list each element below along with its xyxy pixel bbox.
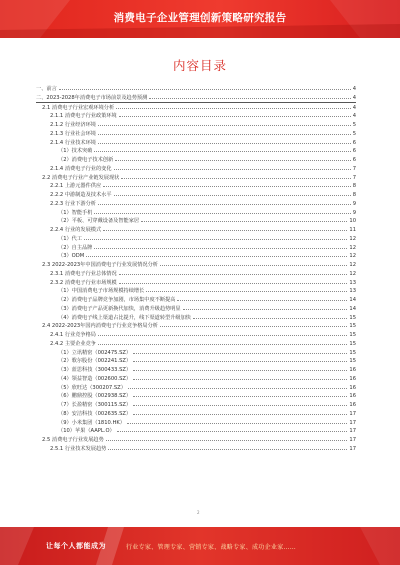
toc-entry-page: 15 [349, 332, 356, 338]
toc-entry-page: 10 [349, 218, 356, 225]
toc-leader-dots [149, 93, 350, 99]
toc-entry-page: 17 [349, 419, 356, 426]
toc-entry-title: （4）消费电子线上渠道占比提升，线下渠道转型升级加快 [58, 314, 191, 321]
toc-entry-title: （2）歌尔股份（002241.SZ） [58, 358, 132, 365]
toc-entry-page: 11 [349, 227, 356, 233]
toc-entry-page: 14 [349, 297, 356, 303]
toc-leader-dots [133, 356, 347, 362]
toc-leader-dots [98, 339, 347, 345]
toc-entry-page: 4 [352, 113, 356, 120]
toc-entry-title: （1）技术突破 [58, 148, 93, 155]
toc-leader-dots [119, 111, 351, 117]
toc-entry-title: （3）蓝思科技（300433.SZ） [58, 367, 132, 373]
toc-entry[interactable] [36, 208, 356, 217]
toc-entry[interactable] [36, 260, 356, 269]
toc-entry[interactable] [36, 339, 356, 348]
toc-entry[interactable] [36, 216, 356, 225]
toc-entry-title: （2）平板、可穿戴设备及智能家居 [58, 218, 140, 225]
toc-leader-dots [121, 173, 350, 179]
toc-leader-dots [127, 418, 347, 424]
toc-entry[interactable] [36, 190, 356, 199]
toc-leader-dots [133, 348, 347, 354]
toc-entry-page: 5 [352, 122, 356, 128]
toc-entry[interactable] [36, 313, 356, 322]
report-title: 消费电子企业管理创新策略研究报告 [113, 12, 287, 24]
toc-entry[interactable] [36, 356, 356, 365]
toc-entry-page: 17 [349, 428, 356, 435]
toc-leader-dots [141, 216, 347, 222]
toc-entry-title: 一、前言 [36, 86, 57, 92]
toc-leader-dots [183, 304, 348, 310]
toc-entry[interactable] [36, 234, 356, 243]
toc-entry-title: 2.1 消费电子行业宏观环境分析 [42, 104, 115, 111]
toc-entry[interactable] [36, 286, 356, 295]
toc-heading: 内容目录 [172, 58, 227, 73]
toc-entry-page: 15 [349, 323, 356, 330]
toc-entry-title: （8）安洁科技（002635.SZ） [58, 410, 132, 417]
toc-entry-page: 16 [349, 393, 356, 400]
toc-entry-title: 2.2.4 行业的发展模式 [50, 227, 102, 233]
toc-leader-dots [94, 146, 350, 152]
toc-entry-title: （4）领益智造（002600.SZ） [58, 375, 132, 382]
toc-entry-title: 2.5.1 行业技术发展趋势 [50, 445, 107, 452]
toc-entry[interactable] [36, 120, 356, 129]
toc-entry-title: （10）苹果（AAPL.O） [58, 428, 115, 435]
toc-entry-page: 15 [349, 358, 356, 365]
toc-entry-page: 4 [352, 94, 356, 101]
toc-entry[interactable] [36, 155, 356, 164]
toc-entry[interactable] [36, 243, 356, 252]
toc-entry[interactable] [36, 295, 356, 304]
toc-entry-title: 2.3 2022-2023年中国消费电子行业发展情况分析 [42, 262, 158, 268]
toc-leader-dots [98, 330, 347, 336]
toc-leader-dots [98, 138, 351, 144]
toc-entry-title: （9）小米集团（1810.HK） [58, 419, 125, 426]
toc-leader-dots [84, 234, 347, 240]
toc-entry-title: 2.4 2022-2023年国内消费电子行业竞争格局分析 [42, 323, 158, 330]
toc-leader-dots [98, 120, 351, 126]
toc-entry-page: 6 [352, 139, 356, 146]
toc-entry[interactable] [36, 409, 356, 418]
toc-entry-page: 9 [352, 200, 356, 207]
toc-entry-page: 16 [349, 402, 356, 408]
toc-leader-dots [94, 243, 347, 249]
toc-leader-dots [146, 286, 347, 292]
toc-entry[interactable] [36, 269, 356, 278]
toc-entry-page: 13 [349, 288, 356, 295]
toc-entry[interactable] [36, 129, 356, 138]
toc-entry-title: （7）长盈精密（300115.SZ） [58, 402, 132, 408]
toc-leader-dots [160, 260, 347, 266]
toc-entry-title: （1）中国消费电子市场规模持续增长 [58, 288, 145, 295]
toc-entry-title: 2.4.2 主要企业竞争 [50, 340, 96, 347]
toc-entry-title: 2.3.2 消费电子行业市场规模 [50, 279, 117, 286]
toc-entry[interactable] [36, 111, 356, 120]
toc-entry-page: 5 [352, 130, 356, 137]
toc-entry-page: 16 [349, 367, 356, 373]
toc-leader-dots [117, 426, 348, 432]
toc-entry-page: 16 [349, 384, 356, 391]
toc-entry-page: 12 [349, 244, 356, 251]
toc-entry-page: 7 [352, 174, 356, 181]
toc-entry[interactable] [36, 304, 356, 313]
toc-leader-dots [106, 435, 348, 441]
toc-entry-title: （1）立讯精密（002475.SZ） [58, 349, 132, 356]
toc-entry[interactable] [36, 426, 356, 435]
toc-entry-page: 17 [349, 445, 356, 452]
toc-entry[interactable] [36, 391, 356, 400]
toc-leader-dots [98, 199, 351, 205]
toc-entry[interactable] [36, 103, 356, 112]
toc-entry-page: 12 [349, 235, 356, 242]
toc-entry-page: 6 [352, 157, 356, 163]
toc-entry[interactable] [36, 321, 356, 330]
page-number: 2 [197, 510, 200, 515]
toc-entry[interactable] [36, 93, 356, 103]
toc-entry[interactable] [36, 374, 356, 383]
toc-entry[interactable] [36, 164, 356, 173]
toc-entry-title: （1）智能手机 [58, 209, 93, 216]
toc-entry-page: 12 [349, 270, 356, 277]
toc-entry[interactable] [36, 383, 356, 392]
toc-entry[interactable] [36, 400, 356, 409]
toc-entry-page: 12 [349, 262, 356, 268]
toc-entry-title: 2.1.3 行业社会环境 [50, 130, 96, 137]
toc-entry-title: （3）ODM [58, 253, 85, 260]
toc-entry[interactable] [36, 173, 356, 182]
toc-entry-title: 2.1.2 行业经济环境 [50, 122, 96, 128]
toc-entry-page: 15 [349, 314, 356, 321]
toc-entry[interactable] [36, 251, 356, 260]
toc-leader-dots [119, 269, 348, 275]
toc-leader-dots [59, 84, 351, 90]
toc-entry-page: 4 [352, 104, 356, 111]
footer-banner [0, 527, 400, 565]
toc-entry-page: 15 [349, 349, 356, 356]
toc-entry[interactable] [36, 146, 356, 155]
toc-entry-page: 4 [352, 86, 356, 92]
toc-entry-page: 16 [349, 375, 356, 382]
toc-entry-title: 二、2023-2028年消费电子市场前景及趋势预测 [36, 94, 148, 101]
toc-entry-title: 2.1.1 消费电子行业政策环境 [50, 113, 117, 120]
toc-entry[interactable] [36, 278, 356, 287]
toc-entry-title: （3）消费电子产品更新换代加快，消费升级趋势明显 [58, 305, 181, 312]
toc-leader-dots [103, 181, 351, 187]
toc-entry-page: 17 [349, 437, 356, 443]
toc-entry[interactable] [36, 418, 356, 427]
toc-leader-dots [98, 129, 351, 135]
toc-entry-page: 8 [352, 192, 356, 198]
toc-leader-dots [160, 321, 347, 327]
toc-entry[interactable] [36, 330, 356, 339]
toc-entry-page: 8 [352, 183, 356, 190]
toc-leader-dots [133, 409, 347, 415]
toc-entry-title: 2.2 消费电子行业产业链发展现状 [42, 174, 120, 181]
toc-leader-dots [116, 103, 351, 109]
toc-entry-page: 9 [352, 209, 356, 216]
toc-leader-dots [133, 400, 347, 406]
toc-leader-dots [114, 190, 351, 196]
toc-entry-page: 7 [352, 165, 356, 172]
toc-entry-title: （6）鹏鼎控股（002938.SZ） [58, 393, 132, 400]
footer-slogan-right: 行业专家、管理专家、营销专家、战略专家、成功企业家…… [126, 544, 297, 551]
toc-leader-dots [94, 208, 350, 214]
toc-leader-dots [108, 444, 347, 450]
toc-leader-dots [133, 365, 347, 371]
toc-entry[interactable] [36, 444, 356, 453]
toc-entry[interactable] [36, 199, 356, 208]
toc-entry-page: 14 [349, 305, 356, 312]
toc-entry-page: 12 [349, 253, 356, 260]
toc-entry-title: （2）消费电子品牌竞争加剧，市场集中度不断提高 [58, 297, 176, 303]
toc-leader-dots [115, 155, 351, 161]
toc-entry-title: 2.3.1 消费电子行业总体情况 [50, 270, 117, 277]
toc-entry-title: （5）欣旺达（300207.SZ） [58, 384, 126, 391]
toc-entry-title: 2.2.2 中游制造及技术水平 [50, 192, 112, 198]
toc-entry-title: （2）自主品牌 [58, 244, 93, 251]
toc-entry[interactable] [36, 138, 356, 147]
toc-leader-dots [133, 374, 347, 380]
toc-leader-dots [86, 251, 347, 257]
toc-entry-title: 2.5 消费电子行业发展趋势 [42, 437, 104, 443]
toc-entry-title: 2.2.3 行业下游分析 [50, 200, 96, 207]
toc-entry[interactable] [36, 181, 356, 190]
toc-entry-title: 2.1.4 行业技术环境 [50, 139, 96, 146]
toc-leader-dots [128, 383, 347, 389]
toc-leader-dots [119, 278, 348, 284]
toc-entry[interactable] [36, 84, 356, 93]
toc-entry-title: 2.4.1 行业竞争格局 [50, 332, 96, 338]
toc-entry-title: 2.2.1 上游元器件供应 [50, 183, 102, 190]
toc-entry-title: （2）消费电子技术创新 [58, 157, 114, 163]
toc-entry-title: （1）代工 [58, 235, 83, 242]
table-of-contents [36, 84, 356, 453]
toc-leader-dots [133, 391, 347, 397]
toc-entry-title: 2.1.4 消费电子行业的变化 [50, 165, 112, 172]
toc-entry[interactable] [36, 435, 356, 444]
toc-leader-dots [177, 295, 347, 301]
toc-leader-dots [103, 225, 347, 231]
toc-entry-page: 17 [349, 410, 356, 417]
header-banner [0, 0, 400, 38]
toc-entry[interactable] [36, 225, 356, 234]
toc-entry-page: 15 [349, 340, 356, 347]
toc-leader-dots [193, 313, 347, 319]
toc-entry-page: 6 [352, 148, 356, 155]
toc-leader-dots [114, 164, 351, 170]
toc-entry[interactable] [36, 348, 356, 357]
toc-entry-page: 13 [349, 279, 356, 286]
footer-slogan-left: 让每个人都能成为 [46, 542, 106, 550]
toc-entry[interactable] [36, 365, 356, 374]
